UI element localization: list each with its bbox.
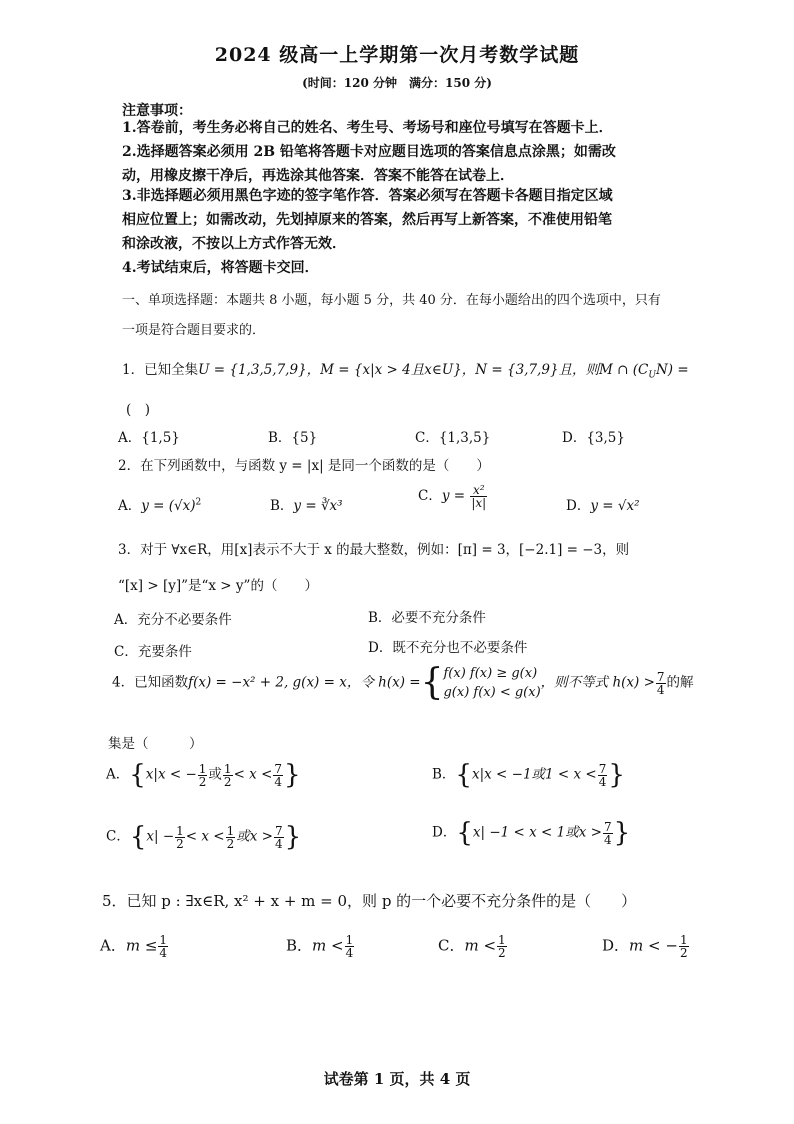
q1-expr-end: N) = — [655, 362, 689, 378]
q4-option-c — [106, 824, 301, 850]
q4-option-c-lbrace: { — [129, 822, 147, 852]
q4-option-c-d2: 2 — [226, 836, 235, 851]
q1-answer-paren: ( ) — [126, 402, 151, 418]
q4-functions: f(x) = −x² + 2, g(x) = x，令 h(x) = — [188, 674, 421, 691]
q1-set-n: N = {3,7,9}且，则 — [475, 362, 600, 378]
q4-prefix: 4．已知函数 — [112, 674, 189, 691]
q2-option-b-expr: y = ∛x³ — [293, 498, 343, 514]
exam-title: 2024 级高一上学期第一次月考数学试题 — [214, 44, 580, 66]
q1-set-m: M = {x|x > 4且x∈U}， — [320, 362, 476, 378]
q4-frac-num: 7 — [656, 669, 665, 684]
q4-option-a-part-2: 或 — [208, 766, 222, 783]
q2-option-a — [118, 494, 201, 514]
q4-brace: { — [420, 662, 444, 703]
q4-option-a-lbrace: { — [129, 760, 146, 790]
q2-option-b-label: B． — [270, 498, 294, 514]
q1-option-c: C．{1,3,5} — [415, 430, 491, 446]
q1-option-b: B．{5} — [268, 430, 318, 446]
q4-case-2: g(x) f(x) < g(x) — [443, 685, 541, 700]
q4-option-a-d2: 2 — [223, 774, 232, 789]
q5-option-c-pre: m < — [464, 936, 497, 955]
q4-option-c-label: C． — [106, 828, 130, 845]
q2-option-a-exp: 2 — [195, 497, 202, 508]
q4-option-c-n1: 1 — [176, 823, 184, 838]
q1-option-a: A．{1,5} — [118, 430, 180, 446]
q5-option-c — [438, 934, 508, 959]
q4-option-c-n3: 7 — [274, 823, 283, 838]
notes-heading: 注意事项： — [122, 103, 192, 119]
q4-option-d-n: 7 — [603, 819, 612, 834]
q5-option-d-pre: m < − — [629, 936, 678, 955]
q4-option-c-part-1: x| − — [146, 828, 175, 845]
q5-option-d — [602, 934, 690, 959]
q4-option-c-rbrace: } — [284, 822, 302, 852]
question-2: 2．在下列函数中，与函数 y = |x| 是同一个函数的是（ ） — [118, 458, 490, 474]
q5-option-b-d: 4 — [345, 946, 354, 960]
q4-option-d-d: 4 — [603, 832, 612, 847]
q4-suffix: 的解 — [666, 674, 694, 691]
q5-option-c-n: 1 — [498, 933, 506, 947]
q2-option-c-pre: y = — [441, 488, 466, 504]
q4-option-b-lbrace: { — [455, 760, 472, 790]
q4-option-d-lbrace: { — [456, 818, 473, 848]
q4-option-a-part-3: < x < — [233, 766, 273, 783]
q5-option-a-n: 1 — [159, 933, 168, 947]
q5-option-b-label: B． — [286, 936, 313, 955]
question-4-line-2: 集是（ ） — [108, 736, 203, 752]
q5-option-a-pre: m ≤ — [125, 936, 158, 955]
q4-case-1: f(x) f(x) ≥ g(x) — [443, 666, 538, 681]
page-footer: 试卷第 1 页，共 4 页 — [323, 1070, 471, 1088]
q4-option-c-part-3: 或x > — [236, 828, 273, 845]
q1-text-a: 已知全集 — [144, 362, 199, 378]
q4-cases — [443, 664, 540, 702]
q2-option-d-label: D． — [566, 498, 591, 514]
q2-option-d — [566, 494, 639, 514]
q4-option-a-n1: 1 — [198, 761, 207, 776]
q5-option-b — [286, 934, 355, 959]
q4-option-c-part-2: < x < — [185, 828, 225, 845]
q4-option-a-label: A． — [106, 766, 130, 783]
q3-option-a: A．充分不必要条件 — [114, 612, 232, 628]
q5-option-d-n: 1 — [679, 933, 688, 947]
q4-option-c-d1: 2 — [176, 836, 184, 851]
q4-option-a-n2: 1 — [223, 761, 232, 776]
q4-option-a-d3: 4 — [274, 774, 283, 789]
question-5: 5．已知 p : ∃x∈R, x² + x + m = 0，则 p 的一个必要不充分条件的是（ ） — [102, 892, 637, 910]
note-line-7: 4.考试结束后，将答题卡交回． — [122, 260, 319, 276]
q5-option-d-d: 2 — [679, 946, 688, 960]
q4-frac-den: 4 — [656, 682, 665, 697]
q4-option-a-n3: 7 — [274, 761, 283, 776]
q3-option-c: C．充要条件 — [114, 644, 192, 660]
q5-option-a-d: 4 — [159, 946, 168, 960]
q5-option-a — [100, 934, 169, 959]
q4-option-d-part-1: x| −1 < x < 1或x > — [472, 824, 602, 841]
note-line-1: 1.答卷前，考生务必将自己的姓名、考生号、考场号和座位号填写在答题卡上． — [122, 120, 613, 136]
note-line-3: 动，用橡皮擦干净后，再选涂其他答案．答案不能答在试卷上． — [122, 168, 514, 184]
q4-option-b-d: 4 — [598, 774, 607, 789]
exam-subtitle: (时间：120 分钟 满分：150 分) — [302, 76, 492, 90]
q5-option-d-label: D． — [602, 936, 630, 955]
q5-option-b-n: 1 — [345, 933, 354, 947]
section-instructions-line-2: 一项是符合题目要求的． — [122, 323, 266, 338]
q2-option-b — [270, 494, 343, 514]
note-line-2: 2.选择题答案必须用 2B 铅笔将答题卡对应题目选项的答案信息点涂黑；如需改 — [122, 144, 616, 160]
q5-option-a-label: A． — [100, 936, 126, 955]
q4-option-c-n2: 1 — [226, 823, 235, 838]
q1-number: 1． — [122, 362, 145, 378]
q1-set-u: U = {1,3,5,7,9}， — [198, 362, 321, 378]
question-3-line-1: 3．对于 ∀x∈R，用[x]表示不大于 x 的最大整数，例如：[π] = 3，[−2.1] = −3，则 — [118, 542, 630, 558]
q4-option-b — [432, 762, 625, 788]
q5-option-c-label: C． — [438, 936, 465, 955]
q1-option-d: D．{3,5} — [562, 430, 625, 446]
q4-option-d — [432, 820, 630, 846]
q4-option-a — [106, 762, 301, 788]
q4-option-b-label: B． — [432, 766, 456, 783]
q4-option-d-rbrace: } — [613, 818, 631, 848]
q5-option-b-pre: m < — [312, 936, 344, 955]
q4-option-a-d1: 2 — [198, 774, 207, 789]
q2-option-c-den: |x| — [471, 496, 487, 510]
q4-option-c-d3: 4 — [274, 836, 283, 851]
q2-option-a-label: A． — [118, 498, 142, 514]
q4-option-d-label: D． — [432, 824, 457, 841]
q4-inequality: ，则不等式 h(x) > — [540, 674, 655, 691]
q1-expr-sub: U — [648, 370, 656, 381]
note-line-5: 相应位置上；如需改动，先划掉原来的答案，然后再写上新答案，不准使用铅笔 — [122, 212, 612, 228]
q1-expr: M ∩ (C — [599, 362, 649, 378]
question-4 — [112, 664, 694, 702]
q2-option-d-expr: y = √x² — [590, 498, 640, 514]
note-line-6: 和涂改液，不按以上方式作答无效． — [122, 236, 346, 252]
q2-option-c-num: x² — [470, 484, 487, 497]
q4-option-a-part-1: x|x < − — [145, 766, 197, 783]
question-3-line-2: “[x] > [y]”是“x > y”的（ ） — [118, 578, 318, 594]
section-instructions-line-1: 一、单项选择题：本题共 8 小题，每小题 5 分，共 40 分．在每小题给出的四个选项中，只有 — [122, 293, 661, 308]
q4-option-b-part-1: x|x < −1或1 < x < — [471, 766, 597, 783]
q3-option-b: B．必要不充分条件 — [368, 610, 486, 626]
q4-option-a-rbrace: } — [284, 760, 301, 790]
q2-option-a-expr: y = (√x) — [141, 498, 196, 514]
q3-option-d: D．既不充分也不必要条件 — [368, 640, 528, 656]
question-1 — [122, 358, 689, 381]
note-line-4: 3.非选择题必须用黑色字迹的签字笔作答．答案必须写在答题卡各题目指定区域 — [122, 188, 613, 204]
q5-option-c-d: 2 — [498, 946, 506, 960]
q2-option-c — [418, 484, 488, 509]
q4-option-b-rbrace: } — [608, 760, 625, 790]
q4-option-b-n: 7 — [598, 761, 607, 776]
q2-option-c-label: C． — [418, 488, 442, 504]
